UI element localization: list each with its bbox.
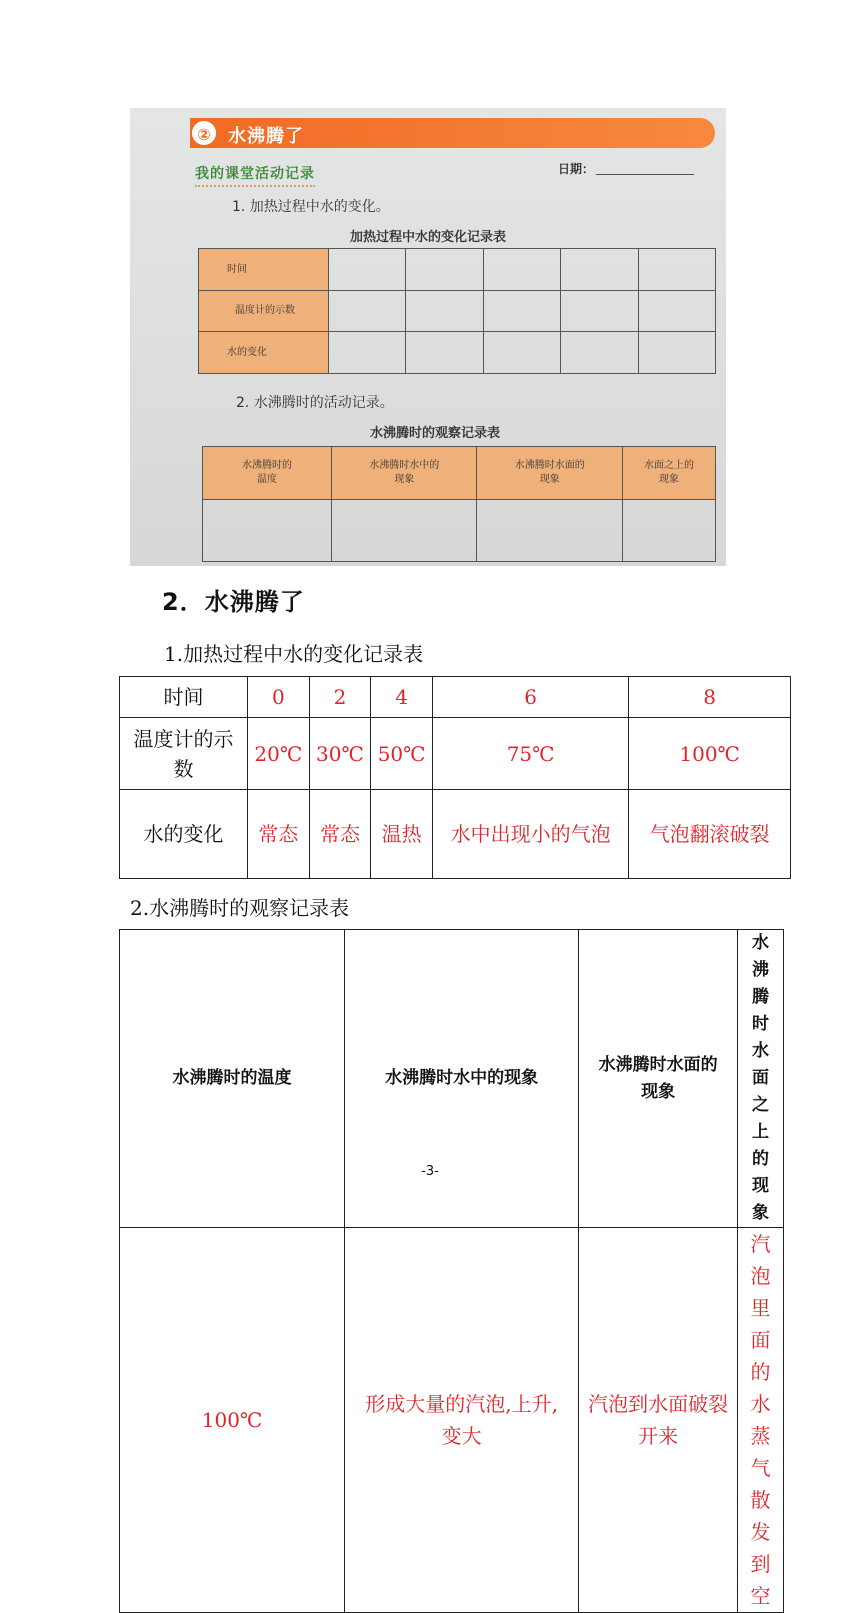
table-row [120,930,784,1228]
photo-table2-header: 水沸腾时水中的现象 [331,447,477,500]
boiling-observation-table [119,929,784,1613]
change-cell: 水中出现小的气泡 [432,790,628,879]
row-label-time: 时间 [120,677,248,718]
temperature-cell: 20℃ [248,718,310,790]
heating-record-table [119,676,791,879]
section-heading: 2．水沸腾了 [162,588,305,616]
table2-header: 水沸腾时的温度 [120,930,345,1228]
row-label-change: 水的变化 [120,790,248,879]
change-cell: 常态 [309,790,371,879]
photo-table2-header: 水沸腾时水面的现象 [477,447,623,500]
table-row [120,1228,784,1613]
photo-table-2 [202,446,716,562]
table2-header: 水沸腾时水中的现象 [345,930,579,1228]
change-cell: 常态 [248,790,310,879]
time-cell: 2 [309,677,371,718]
temperature-cell: 30℃ [309,718,371,790]
time-cell: 8 [629,677,791,718]
photo-table-1 [198,248,716,374]
table2-caption: 2.水沸腾时的观察记录表 [130,896,350,920]
activity-record-subtitle: 我的课堂活动记录 [195,163,315,187]
table-row [120,718,791,790]
photo-table1-caption: 加热过程中水的变化记录表 [350,230,507,245]
table-row [120,677,791,718]
row-label-temperature: 温度计的示数 [120,718,248,790]
time-cell: 0 [248,677,310,718]
table2-header: 水沸腾时水面的现象 [579,930,738,1228]
boiling-temperature-cell: 100℃ [120,1228,345,1613]
date-blank-line [596,174,694,175]
temperature-cell: 100℃ [629,718,791,790]
surface-phenomenon-cell: 汽泡到水面破裂开来 [579,1228,738,1613]
table2-header: 水沸腾时水面之上的现象 [738,930,784,1228]
photo-item-1: 1. 加热过程中水的变化。 [232,199,390,215]
table1-caption: 1.加热过程中水的变化记录表 [164,642,424,666]
change-cell: 气泡翻滚破裂 [629,790,791,879]
page-number: -3- [421,1164,439,1179]
photo-item-2: 2. 水沸腾时的活动记录。 [236,395,394,411]
table-row [120,790,791,879]
photo-table1-row-label: 温度计的示数 [199,290,329,332]
photo-table2-caption: 水沸腾时的观察记录表 [370,426,501,441]
in-water-phenomenon-cell: 形成大量的汽泡,上升,变大 [345,1228,579,1613]
above-surface-phenomenon-cell: 汽泡里面的水蒸气散发到空 [738,1228,784,1613]
textbook-photo [130,108,726,566]
temperature-cell: 75℃ [432,718,628,790]
time-cell: 6 [432,677,628,718]
lesson-number: ② [192,121,216,145]
date-label: 日期： [558,162,595,176]
photo-table2-header: 水面之上的现象 [623,447,716,500]
change-cell: 温热 [371,790,433,879]
photo-table2-header: 水沸腾时的温度 [203,447,332,500]
temperature-cell: 50℃ [371,718,433,790]
time-cell: 4 [371,677,433,718]
photo-table1-row-label: 时间 [199,249,329,291]
photo-table1-row-label: 水的变化 [199,332,329,374]
lesson-title: 水沸腾了 [228,126,304,147]
